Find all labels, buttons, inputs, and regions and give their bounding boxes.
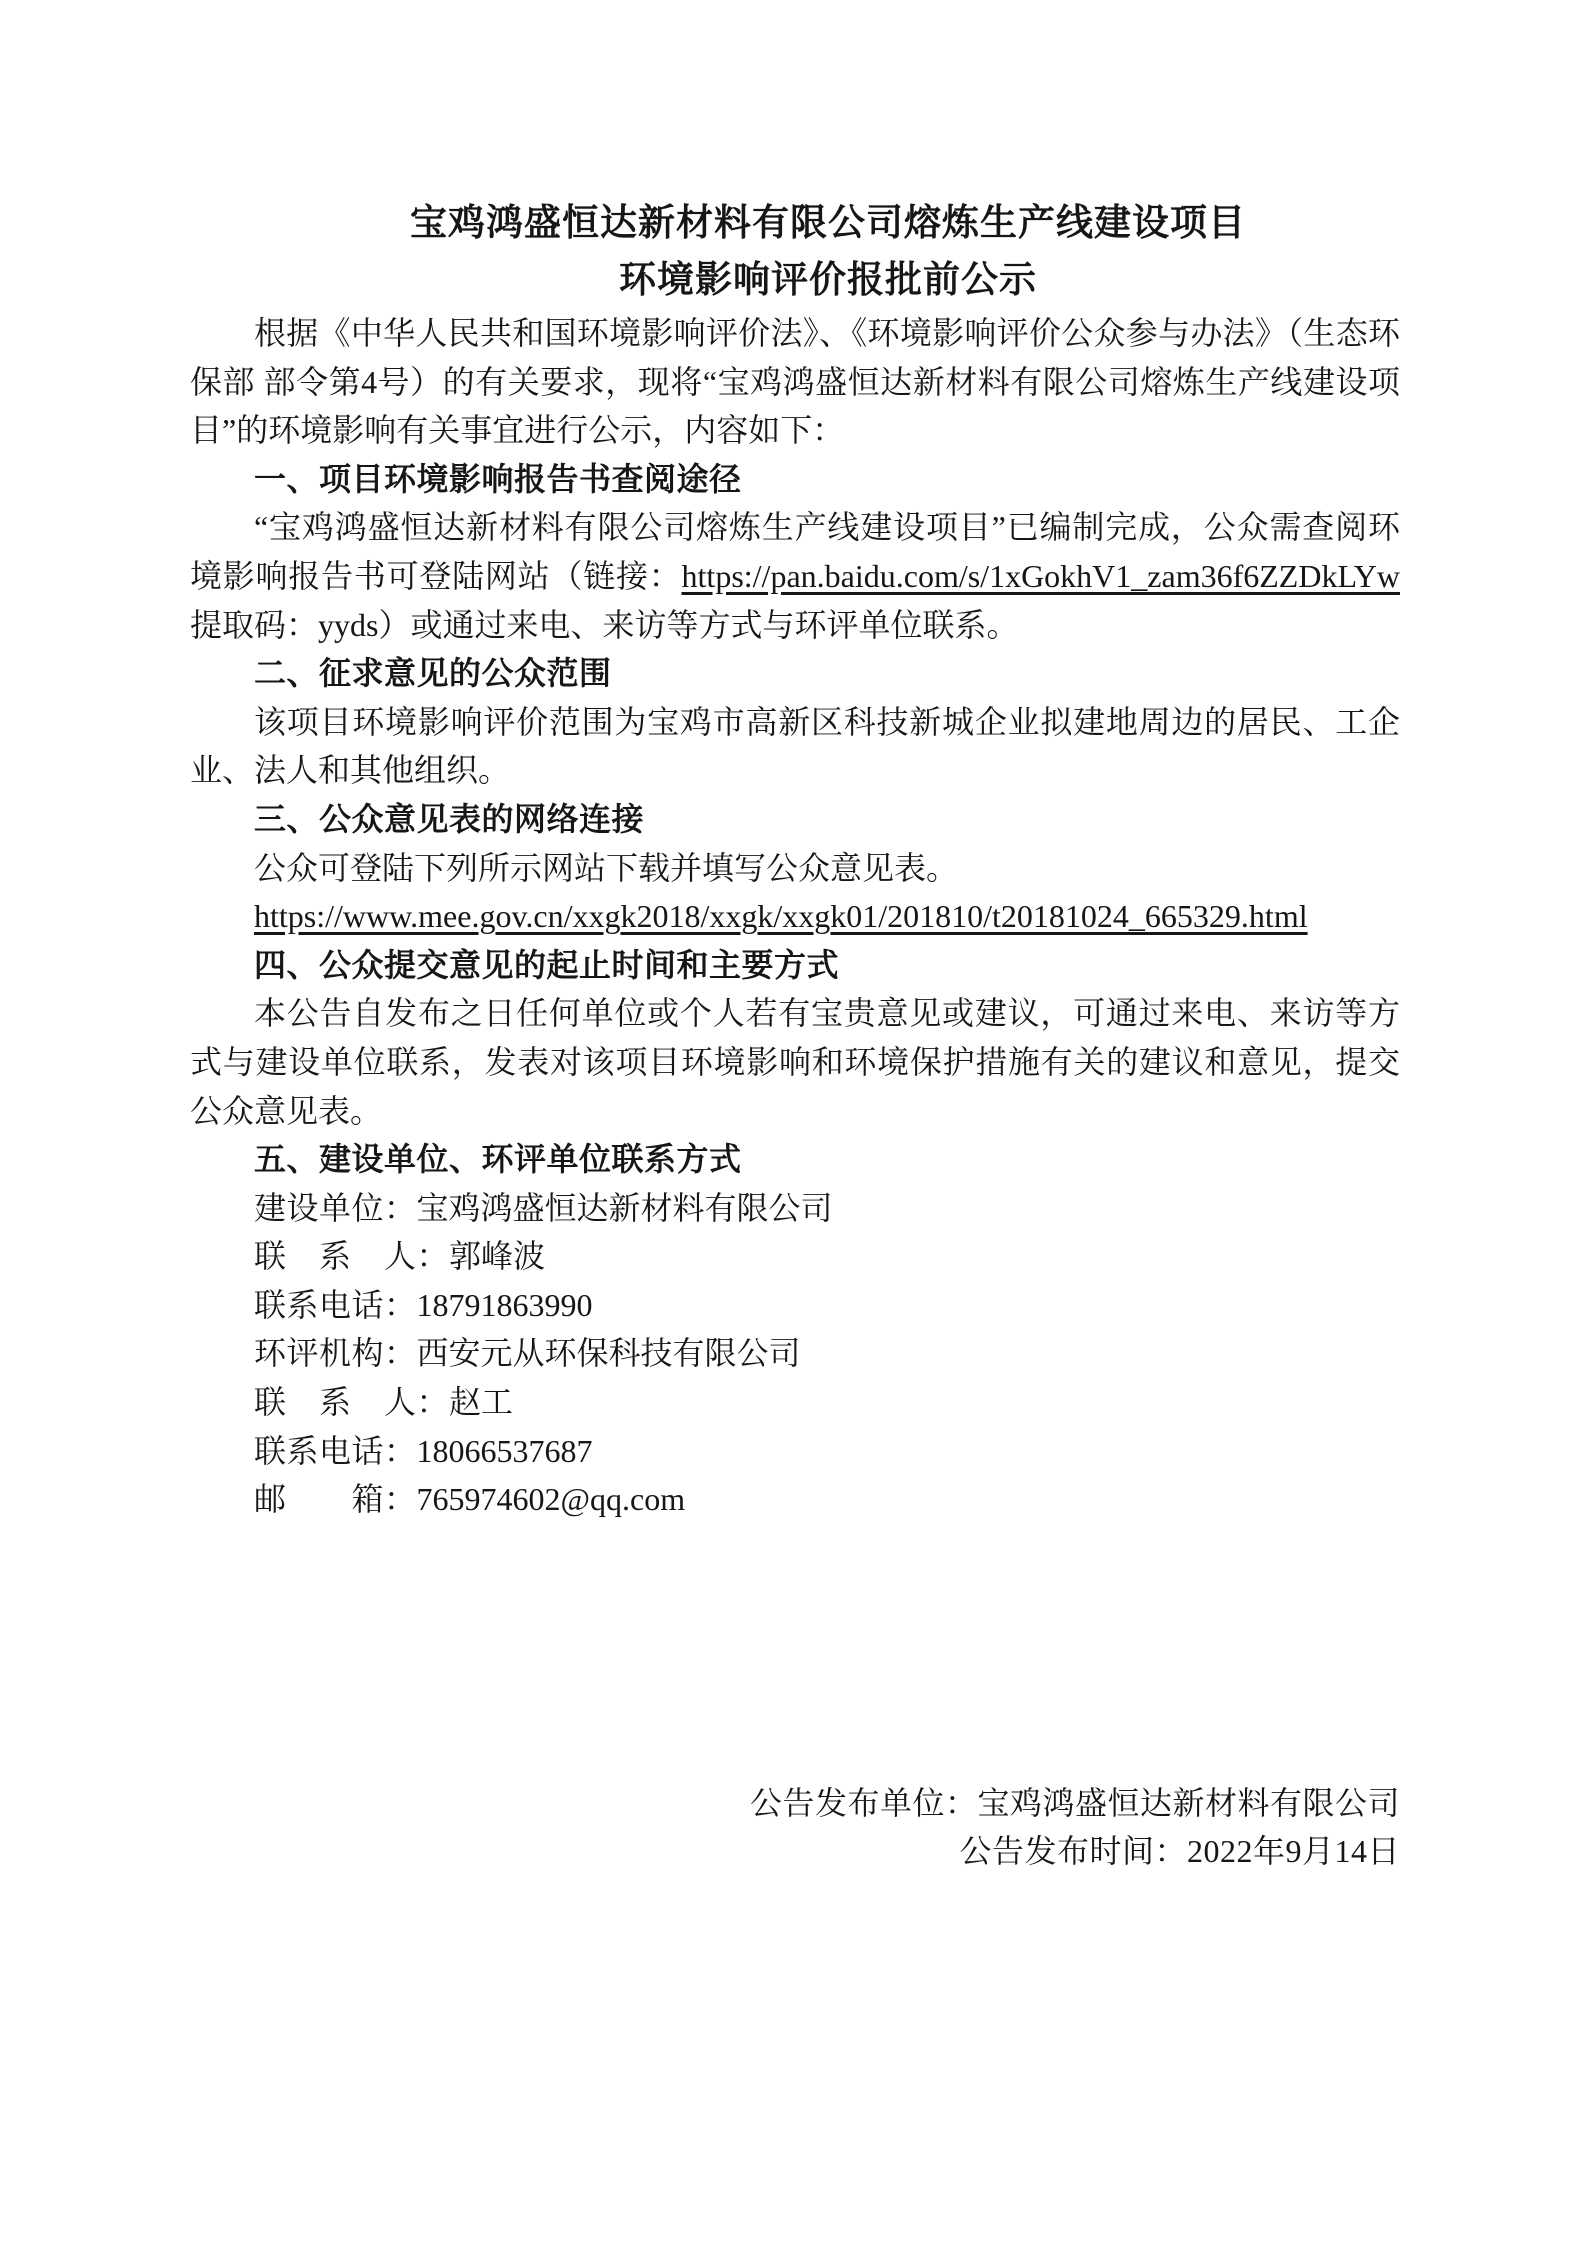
contact-value: 18066537687 xyxy=(416,1432,593,1469)
section-3-link-line xyxy=(190,892,1400,941)
document-subtitle: 环境影响评价报批前公示 xyxy=(619,260,1037,301)
section-1-text-after-link: 提取码：yyds）或通过来电、来访等方式与环评单位联系。 xyxy=(190,606,1019,643)
contact-email xyxy=(190,1475,1400,1524)
contact-person-2 xyxy=(190,1378,1400,1427)
contact-label: 联 系 人： xyxy=(254,1238,450,1275)
contact-label: 建设单位： xyxy=(254,1189,417,1226)
contact-construction-unit xyxy=(190,1184,1400,1233)
contact-label: 联系电话： xyxy=(254,1432,417,1469)
contact-value: 18791863990 xyxy=(416,1286,593,1323)
section-2-heading: 二、征求意见的公众范围 xyxy=(254,655,612,692)
contact-label: 联 系 人： xyxy=(254,1384,450,1421)
public-comment-form-link[interactable]: https://www.mee.gov.cn/xxgk2018/xxgk/xxgk01/201810/t20181024_665329.html xyxy=(254,898,1308,935)
contact-label: 联系电话： xyxy=(254,1286,417,1323)
footer-date: 公告发布时间：2022年9月14日 xyxy=(959,1833,1400,1870)
contact-value: 宝鸡鸿盛恒达新材料有限公司 xyxy=(416,1189,833,1226)
contact-label: 邮 箱： xyxy=(254,1481,417,1518)
contact-phone-1 xyxy=(190,1281,1400,1330)
contact-phone-2 xyxy=(190,1427,1400,1476)
contact-value: 765974602@qq.com xyxy=(416,1481,686,1518)
contact-eia-agency xyxy=(190,1329,1400,1378)
section-1-heading: 一、项目环境影响报告书查阅途径 xyxy=(254,460,742,497)
intro-paragraph: 根据《中华人民共和国环境影响评价法》、《环境影响评价公众参与办法》（生态环保部 部令第4号）的有关要求，现将“宝鸡鸿盛恒达新材料有限公司熔炼生产线建设项目”的环境影响有关事宜进行公示，内容如下： xyxy=(190,315,1400,449)
footer xyxy=(190,1779,1400,1876)
contact-value: 西安元从环保科技有限公司 xyxy=(416,1335,801,1372)
contact-value: 郭峰波 xyxy=(449,1238,546,1275)
section-3-heading: 三、公众意见表的网络连接 xyxy=(254,800,645,837)
contact-value: 赵工 xyxy=(449,1384,514,1421)
section-2-paragraph: 该项目环境影响评价范围为宝鸡市高新区科技新城企业拟建地周边的居民、工企业、法人和其他组织。 xyxy=(190,703,1400,789)
section-3-paragraph: 公众可登陆下列所示网站下载并填写公众意见表。 xyxy=(254,849,959,886)
section-4-paragraph: 本公告自发布之日任何单位或个人若有宝贵意见或建议，可通过来电、来访等方式与建设单位联系，发表对该项目环境影响和环境保护措施有关的建议和意见，提交公众意见表。 xyxy=(190,995,1400,1129)
section-5-heading: 五、建设单位、环评单位联系方式 xyxy=(254,1141,742,1178)
baidu-pan-link[interactable]: https://pan.baidu.com/s/1xGokhV1_zam36f6ZZDkLYw xyxy=(681,557,1400,594)
section-1-paragraph xyxy=(190,503,1400,649)
contact-person-1 xyxy=(190,1232,1400,1281)
footer-publisher: 公告发布单位：宝鸡鸿盛恒达新材料有限公司 xyxy=(749,1784,1400,1821)
section-1-text-before-link: “宝鸡鸿盛恒达新材料有限公司熔炼生产线建设项目”已编制完成，公众需查阅环境影响报告书可登陆网站（链接： xyxy=(190,509,1400,594)
document-title: 宝鸡鸿盛恒达新材料有限公司熔炼生产线建设项目 xyxy=(410,203,1246,244)
contact-label: 环评机构： xyxy=(254,1335,417,1372)
section-4-heading: 四、公众提交意见的起止时间和主要方式 xyxy=(254,946,840,983)
